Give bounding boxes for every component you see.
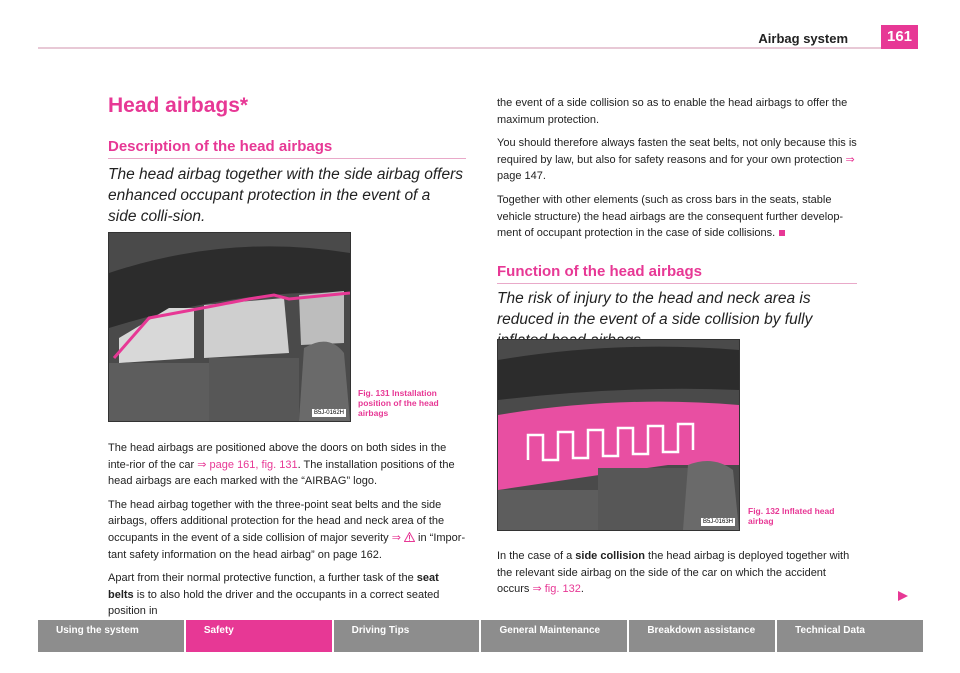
footer-tab-safety[interactable]: Safety bbox=[186, 620, 332, 652]
footer-tab-general-maintenance[interactable]: General Maintenance bbox=[481, 620, 627, 652]
figure-installation-position bbox=[108, 232, 351, 422]
paragraph: Apart from their normal protective function, a further task of the seat belts is to also hold the driver and the occupants in a correct seated position in bbox=[108, 572, 440, 618]
footer-tab-driving-tips[interactable]: Driving Tips bbox=[334, 620, 480, 652]
next-page-arrow-icon[interactable] bbox=[897, 590, 909, 602]
subsection-heading-function: Function of the head airbags bbox=[497, 263, 857, 284]
car-interior-illustration bbox=[109, 233, 350, 421]
body-text-left bbox=[108, 440, 466, 627]
paragraph: the event of a side collision so as to enable the head airbags to offer the maximum protection. bbox=[497, 97, 848, 126]
warning-triangle-icon bbox=[404, 532, 415, 542]
figure-inflated-airbag bbox=[497, 339, 740, 531]
body-text-right-top bbox=[497, 95, 857, 249]
cross-reference-link[interactable]: ⇒ page 161, fig. 131 bbox=[197, 458, 298, 471]
subsection-heading-description: Description of the head airbags bbox=[108, 138, 466, 159]
figure-caption-131: Fig. 131 Installation position of the head airbags bbox=[358, 388, 439, 418]
figure-code: B5J-0163H bbox=[702, 519, 733, 525]
footer-nav bbox=[38, 620, 923, 652]
footer-tab-breakdown-assistance[interactable]: Breakdown assistance bbox=[629, 620, 775, 652]
page-number: 161 bbox=[881, 25, 918, 49]
body-text-right-bottom bbox=[497, 548, 859, 605]
lead-text-function: The risk of injury to the head and neck area is reduced in the event of a side collision by fully bbox=[497, 290, 813, 328]
paragraph: The head airbag together with the three-point seat belts and the side airbags, offers additional protection for the head and neck area of the occupants in the event of a side collision of major severity ⇒ in “Impor-tant safety information on the head airbag” on page 162. bbox=[108, 498, 466, 561]
section-title: Head airbags* bbox=[108, 94, 249, 117]
cross-reference-link[interactable]: ⇒ fig. 132 bbox=[532, 583, 581, 596]
end-marker-icon bbox=[779, 230, 785, 236]
paragraph: Together with other elements (such as cross bars in the seats, stable vehicle structure) the head airbags are the consequent further develop-ment of occupant protection in the case of side collisions. bbox=[497, 193, 844, 240]
paragraph: The head airbags are positioned above the doors on both sides in the inte-rior of the car ⇒ page 161, fig. 131. The installation positions of the head airbags are each marked with the “AIRBAG” logo. bbox=[108, 442, 455, 488]
footer-tab-using-the-system[interactable]: Using the system bbox=[38, 620, 184, 652]
header-rule bbox=[38, 47, 918, 49]
page-header-title: Airbag system bbox=[758, 31, 848, 46]
footer-tab-technical-data[interactable]: Technical Data bbox=[777, 620, 923, 652]
paragraph: You should therefore always fasten the seat belts, not only because this is required by law, but also for safety reasons and for your own protection ⇒ page 147. bbox=[497, 137, 857, 183]
figure-code: B5J-0162H bbox=[313, 410, 344, 416]
inflated-airbag-illustration bbox=[498, 340, 739, 530]
figure-caption-132: Fig. 132 Inflated head airbag bbox=[748, 506, 835, 526]
paragraph: In the case of a side collision the head airbag is deployed together with the relevant side airbag on the side of the car on which the accident occurs ⇒ fig. 132. bbox=[497, 550, 850, 596]
lead-text-description: The head airbag together with the side airbag offers enhanced occupant protection in the event of a side colli-sion. bbox=[108, 166, 464, 225]
